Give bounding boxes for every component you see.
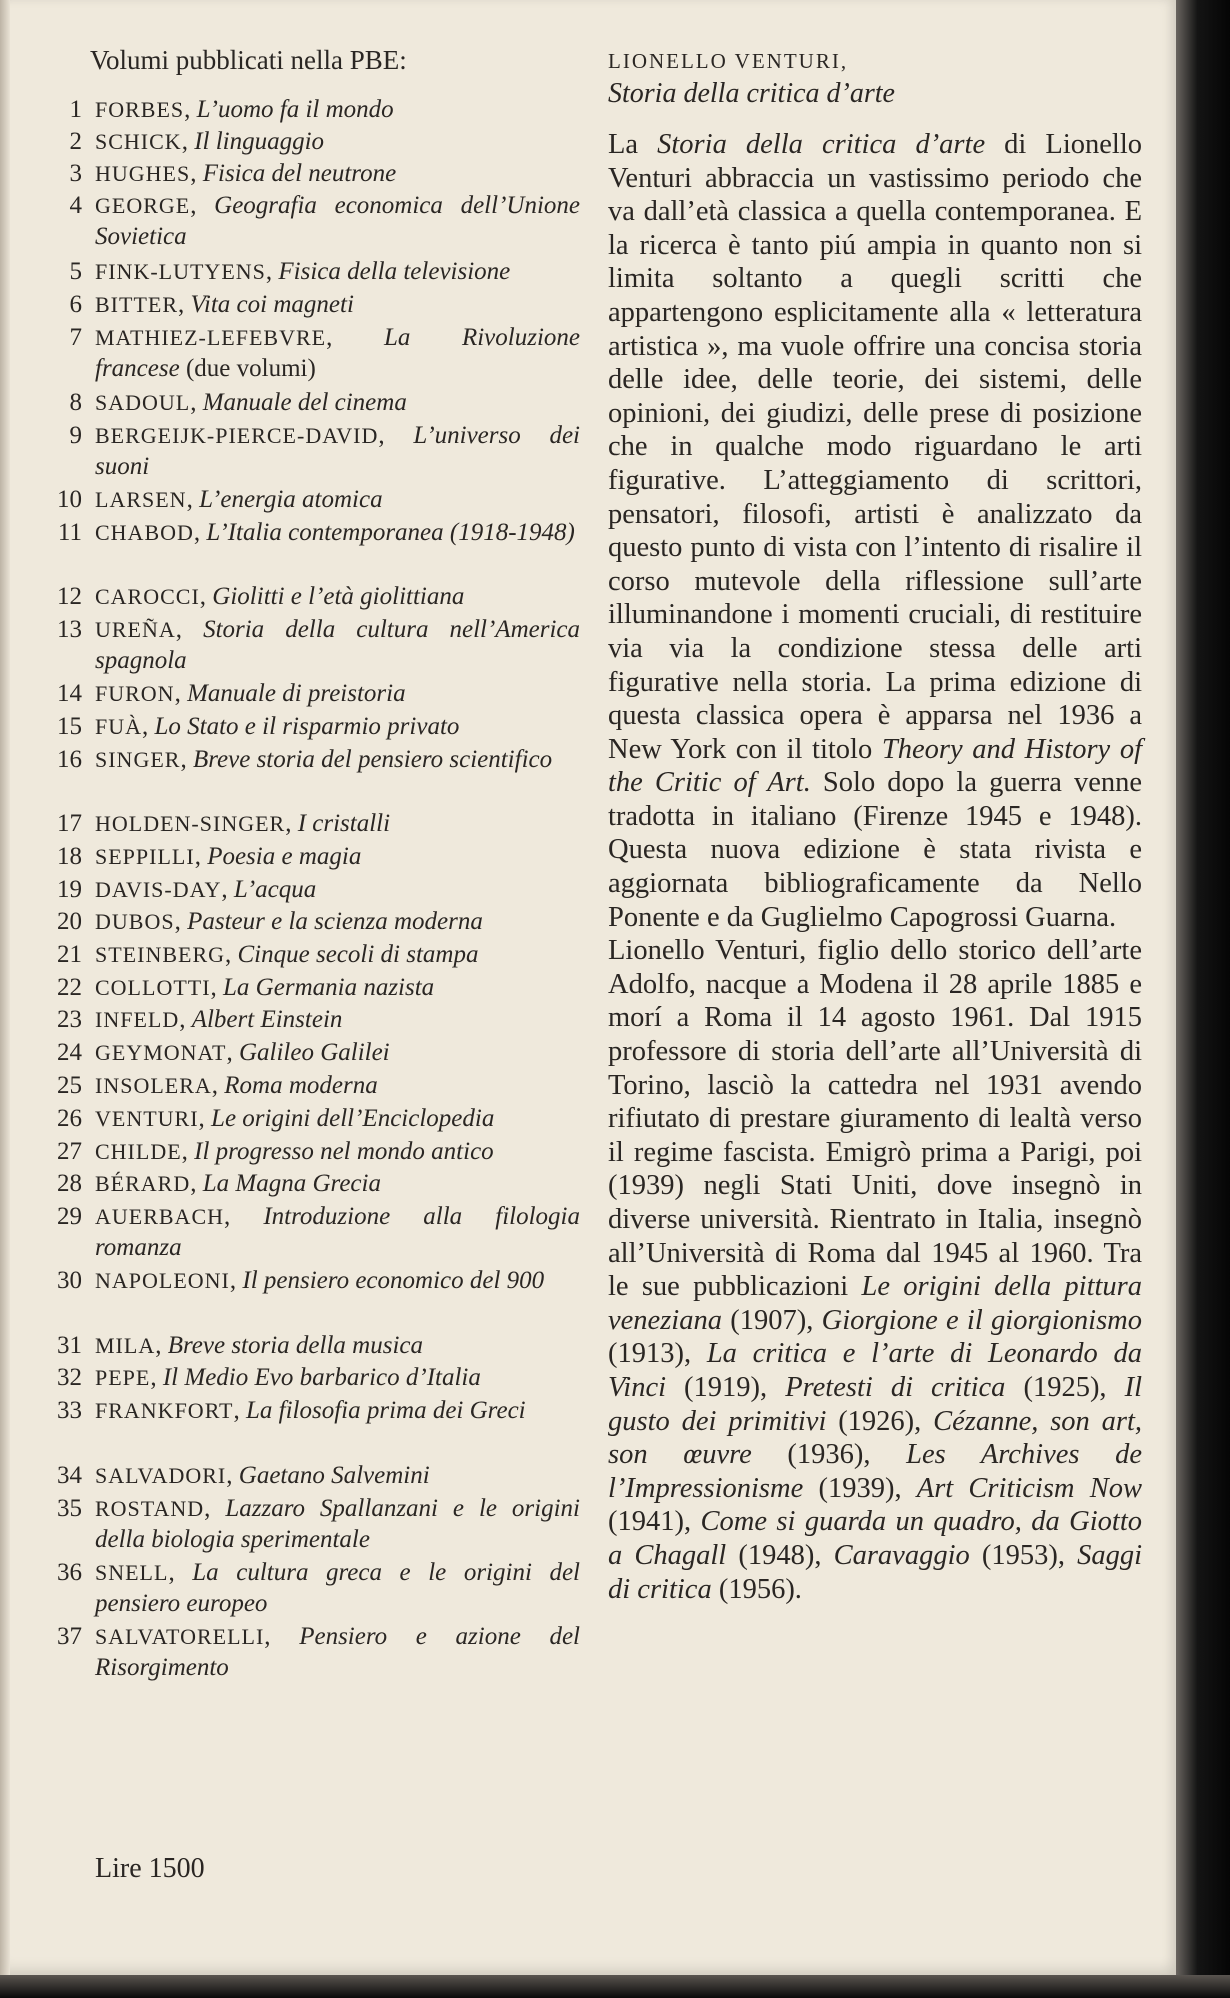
entry-title: Albert Einstein	[191, 1006, 343, 1033]
text-run: (1941),	[608, 1506, 701, 1538]
entry-separator: ,	[181, 1138, 195, 1165]
entry-author: HOLDEN-SINGER	[95, 811, 286, 836]
entry-separator: ,	[229, 1267, 243, 1294]
entry-title: Breve storia del pensiero scientifico	[192, 746, 553, 773]
entry-separator: ,	[221, 876, 234, 903]
entry-number: 2	[69, 128, 82, 155]
entry-number: 12	[57, 583, 82, 610]
italic-title: Les Archives de l’Impressionisme	[608, 1439, 1142, 1504]
entry-title: Manuale del cinema	[202, 389, 407, 416]
entry-separator: ,	[180, 746, 193, 773]
entry-number: 31	[57, 1332, 82, 1359]
entry-text	[95, 939, 580, 970]
entry-separator: ,	[168, 1559, 193, 1586]
entry-title: Il pensiero economico del 900	[242, 1267, 545, 1294]
text-run: (1907),	[721, 1304, 822, 1336]
scan-border-bottom	[0, 1975, 1230, 1998]
entry-separator: ,	[150, 1364, 163, 1391]
entry-number: 21	[57, 941, 82, 968]
entry-separator: ,	[181, 128, 195, 155]
entry-number: 22	[57, 974, 82, 1001]
entry-separator: ,	[265, 258, 279, 285]
entry-text	[95, 614, 580, 676]
entry-separator: ,	[225, 941, 238, 968]
entry-number: 28	[57, 1170, 82, 1197]
entry-text	[95, 841, 580, 872]
entry-text	[95, 711, 580, 742]
entry-number: 7	[69, 324, 82, 351]
entry-number: 14	[57, 680, 82, 707]
text-run: Lionello Venturi, figlio dello storico dell’arte Adolfo, nacque a Modena il 28 aprile 1885 e morí a Roma il 14 agosto 1961. Dal 1915 professore di storia dell’arte all’Università di Torino, lasciò la cattedra nel 1931 avendo rifiutato di prestare giuramento di lealtà verso il regime fascista. Emigrò prima a Parigi, poi (1939) negli Stati Uniti, dove insegnò in diverse università. Rientrato in Italia, insegnò all’Università di Roma dal 1945 al 1960. Tra le sue pubblicazioni	[608, 935, 1142, 1303]
entry-author: SNELL	[95, 1560, 169, 1585]
entry-number: 27	[57, 1138, 82, 1165]
entry-title: L’acqua	[233, 876, 317, 903]
entry-author: NAPOLEONI	[95, 1268, 230, 1293]
entry-separator: ,	[178, 291, 191, 318]
text-run: (1913),	[608, 1338, 707, 1370]
text-run: (1919),	[666, 1371, 786, 1403]
entry-separator: ,	[285, 810, 298, 837]
entry-title: Storia della cultura nell’America spagnola	[95, 616, 580, 674]
entry-separator: ,	[233, 1397, 246, 1424]
text-run: Solo dopo la guerra venne tradotta in italiano (Firenze 1945 e 1948). Questa nuova edizione è stata rivista e aggiornata bibliograficamente da Nello Ponente e da Guglielmo Capogrossi Guarna.	[608, 767, 1142, 933]
entry-author: SADOUL	[95, 390, 191, 415]
italic-title: Saggi di critica	[608, 1539, 1142, 1605]
entry-text	[95, 1621, 580, 1683]
entry-note: (due volumi)	[179, 355, 316, 382]
entry-title: Il linguaggio	[194, 128, 325, 155]
italic-title: Il gusto dei primitivi	[608, 1371, 1143, 1437]
entry-title: L’Italia contemporanea (1918-1948)	[206, 519, 575, 546]
text-run: (1926),	[826, 1405, 934, 1437]
entry-number: 17	[57, 810, 82, 837]
entry-separator: ,	[155, 1332, 168, 1359]
entry-number: 29	[57, 1203, 82, 1230]
entry-text	[95, 1136, 580, 1167]
entry-text	[95, 1103, 580, 1134]
entry-author: STEINBERG	[95, 942, 225, 967]
entry-number: 19	[57, 876, 82, 903]
entry-text	[95, 1460, 580, 1491]
entry-author: HUGHES	[95, 161, 191, 186]
book-description	[608, 128, 1142, 1606]
entry-number: 25	[57, 1072, 82, 1099]
entry-number: 24	[57, 1039, 82, 1066]
entry-separator: ,	[174, 680, 188, 707]
entry-title: La filosofia prima dei Greci	[246, 1397, 526, 1424]
entry-title: Poesia e magia	[207, 843, 362, 870]
entry-author: SALVATORELLI	[95, 1624, 265, 1649]
entry-text	[95, 906, 580, 937]
entry-author: COLLOTTI	[95, 975, 211, 1000]
entry-author: SINGER	[95, 747, 181, 772]
book-title: Storia della critica d’arte	[608, 78, 895, 109]
entry-text	[95, 289, 580, 320]
entry-text	[95, 1493, 580, 1555]
entry-author: VENTURI	[95, 1106, 199, 1131]
entry-number: 30	[57, 1267, 82, 1294]
entry-title: Galileo Galilei	[238, 1039, 390, 1066]
series-heading: Volumi pubblicati nella PBE:	[90, 45, 407, 75]
entry-text	[95, 678, 580, 709]
entry-separator: ,	[190, 160, 203, 187]
entry-separator: ,	[194, 843, 208, 870]
entry-separator: ,	[226, 1039, 239, 1066]
entry-text	[95, 1168, 580, 1199]
entry-separator: ,	[179, 1006, 192, 1033]
entry-author: AUERBACH	[95, 1204, 225, 1229]
entry-title: La Germania nazista	[223, 974, 435, 1001]
entry-number: 3	[69, 160, 82, 187]
entry-text	[95, 517, 580, 548]
entry-text	[95, 1395, 580, 1426]
entry-author: MATHIEZ-LEFEBVRE	[95, 325, 327, 350]
entry-separator: ,	[198, 1105, 212, 1132]
entry-author: FINK-LUTYENS	[95, 259, 266, 284]
entry-number: 5	[69, 258, 82, 285]
entry-number: 33	[57, 1397, 82, 1424]
entry-separator: ,	[186, 486, 200, 513]
entry-number: 10	[57, 486, 82, 513]
entry-text	[95, 420, 580, 482]
entry-number: 15	[57, 713, 82, 740]
italic-title: Theory and History of the Critic of Art.	[608, 733, 1142, 799]
italic-title: Storia della critica d’arte	[657, 129, 986, 160]
entry-title: La Rivoluzione francese	[95, 324, 580, 382]
entry-separator: ,	[184, 96, 197, 123]
entry-separator: ,	[226, 1462, 239, 1489]
entry-number: 8	[69, 389, 82, 416]
entry-author: CHILDE	[95, 1139, 182, 1164]
entry-title: Le origini dell’Enciclopedia	[211, 1105, 495, 1132]
entry-number: 23	[57, 1006, 82, 1033]
biography-paragraph	[608, 934, 1142, 1606]
entry-text	[95, 874, 580, 905]
entry-author: MILA	[95, 1333, 156, 1358]
entry-author: LARSEN	[95, 487, 187, 512]
entry-title: Il Medio Evo barbarico d’Italia	[162, 1364, 481, 1391]
entry-number: 36	[57, 1559, 82, 1586]
entry-title: Cinque secoli di stampa	[237, 941, 479, 968]
entry-author: GEORGE	[95, 193, 191, 218]
entry-author: DUBOS	[95, 909, 175, 934]
entry-author: GEYMONAT	[95, 1040, 227, 1065]
entry-title: I cristalli	[297, 810, 391, 837]
entry-number: 9	[69, 422, 82, 449]
text-run: La	[608, 129, 658, 160]
entry-separator: ,	[142, 713, 155, 740]
entry-text	[95, 744, 580, 775]
entry-author: FUÀ	[95, 714, 143, 739]
entry-text	[95, 1004, 580, 1035]
entry-separator: ,	[190, 389, 203, 416]
entry-separator: ,	[378, 422, 414, 449]
entry-author: BITTER	[95, 292, 178, 317]
entry-title: L’universo dei suoni	[95, 422, 580, 480]
entry-author: FURON	[95, 681, 175, 706]
entry-number: 6	[69, 291, 82, 318]
entry-text	[95, 484, 580, 515]
entry-number: 32	[57, 1364, 82, 1391]
entry-separator: ,	[175, 616, 204, 643]
entry-separator: ,	[174, 908, 188, 935]
entry-title: Roma moderna	[224, 1072, 378, 1099]
text-run: (1925),	[1005, 1371, 1125, 1403]
entry-number: 26	[57, 1105, 82, 1132]
entry-number: 13	[57, 616, 82, 643]
entry-title: Il progresso nel mondo antico	[194, 1138, 494, 1165]
entry-title: Giolitti e l’età giolittiana	[212, 583, 465, 610]
entry-title: La cultura greca e le origini del pensiero europeo	[95, 1559, 580, 1617]
italic-title: La critica e l’arte di Leonardo da Vinci	[608, 1338, 1143, 1403]
entry-author: DAVIS-DAY	[95, 877, 222, 902]
entry-separator: ,	[210, 974, 224, 1001]
text-run: di Lionello Venturi abbraccia un vastissimo periodo che va dall’età classica a quella contemporanea. E la ricerca è tanto piú ampia in quanto non si limita soltanto a quegli scritti che appartengono esplicitamente alla « letteratura artistica », ma vuole offrire una concisa storia delle idee, delle teorie, dei sistemi, delle opinioni, dei giudizi, delle prese di posizione che in qualche modo riguardano le arti figurative. L’atteggiamento di scrittori, pensatori, filosofi, artisti è analizzato da questo punto di vista con l’intento di risalire il corso mutevole della riflessione sull’arte illuminandone i momenti cruciali, di restituire via via la condizione stessa delle arti figurative nella storia. La prima edizione di questa classica opera è apparsa nel 1936 a New York con il titolo	[608, 129, 1142, 765]
text-run: (1956).	[711, 1573, 802, 1605]
entry-separator: ,	[199, 583, 213, 610]
italic-title: Cézanne, son art, son œuvre	[608, 1405, 1143, 1471]
entry-text	[95, 190, 580, 252]
italic-title: Art Criticism Now	[916, 1472, 1142, 1504]
entry-text	[95, 94, 580, 125]
entry-text	[95, 972, 580, 1003]
entry-title: Geografia economica dell’Unione Sovietica	[95, 192, 580, 250]
entry-separator: ,	[190, 192, 215, 219]
text-run: (1948),	[726, 1539, 834, 1571]
entry-title: La Magna Grecia	[202, 1170, 381, 1197]
scan-border-right	[1176, 0, 1230, 1998]
entry-text	[95, 256, 580, 287]
entry-author: BÉRARD	[95, 1171, 191, 1196]
entry-author: PEPE	[95, 1365, 151, 1390]
entry-separator: ,	[190, 1170, 203, 1197]
entry-number: 11	[57, 519, 82, 546]
entry-number: 1	[69, 96, 82, 123]
entry-author: FORBES	[95, 97, 185, 122]
entry-author: FRANKFORT	[95, 1398, 234, 1423]
entry-title: L’energia atomica	[199, 486, 383, 513]
entry-text	[95, 126, 580, 157]
entry-title: Breve storia della musica	[167, 1332, 423, 1359]
entry-text	[95, 808, 580, 839]
entry-title: Pensiero e azione del Risorgimento	[95, 1623, 580, 1681]
entry-number: 18	[57, 843, 82, 870]
entry-text	[95, 1362, 580, 1393]
entry-title: Gaetano Salvemini	[238, 1462, 430, 1489]
entry-text	[95, 1201, 580, 1263]
entry-separator: ,	[224, 1203, 264, 1230]
entry-text	[95, 322, 580, 384]
entry-author: CHABOD	[95, 520, 194, 545]
entry-author: SCHICK	[95, 129, 182, 154]
entry-title: Lazzaro Spallanzani e le origini della biologia sperimentale	[95, 1495, 580, 1553]
entry-author: UREÑA	[95, 617, 176, 642]
entry-author: CAROCCI	[95, 584, 200, 609]
price-label: Lire 1500	[95, 1853, 205, 1884]
entry-number: 34	[57, 1462, 82, 1489]
entry-separator: ,	[326, 324, 384, 351]
entry-separator: ,	[204, 1495, 226, 1522]
text-run: (1936),	[751, 1439, 907, 1471]
entry-text	[95, 1265, 580, 1296]
entry-title: Lo Stato e il risparmio privato	[154, 713, 460, 740]
entry-text	[95, 1070, 580, 1101]
entry-separator: ,	[193, 519, 207, 546]
entry-author: SEPPILLI	[95, 844, 195, 869]
entry-text	[95, 158, 580, 189]
italic-title: Giorgione e il giorgionismo	[821, 1304, 1142, 1336]
page-edge	[0, 0, 10, 1975]
entry-title: L’uomo fa il mondo	[196, 96, 394, 123]
italic-title: Caravaggio	[833, 1539, 970, 1571]
entry-title: Fisica della televisione	[278, 258, 511, 285]
entry-author: INSOLERA	[95, 1073, 212, 1098]
entry-author: BERGEIJK-PIERCE-DAVID	[95, 423, 379, 448]
text-run: (1953),	[969, 1539, 1078, 1571]
entry-title: Vita coi magneti	[190, 291, 354, 318]
entry-number: 37	[57, 1623, 82, 1650]
book-author: LIONELLO VENTURI,	[608, 49, 849, 73]
entry-title: Introduzione alla filologia romanza	[95, 1203, 581, 1261]
entry-title: Manuale di preistoria	[187, 680, 406, 707]
entry-title: Fisica del neutrone	[202, 160, 397, 187]
italic-title: Pretesti di critica	[785, 1371, 1006, 1403]
entry-author: ROSTAND	[95, 1496, 205, 1521]
entry-text	[95, 581, 580, 612]
text-run: (1939),	[803, 1472, 917, 1504]
entry-text	[95, 1330, 580, 1361]
entry-text	[95, 1557, 580, 1619]
entry-number: 35	[57, 1495, 82, 1522]
entry-author: INFELD	[95, 1007, 180, 1032]
entry-title: Pasteur e la scienza moderna	[187, 908, 483, 935]
italic-title: Come si guarda un quadro, da Giotto a Chagall	[608, 1506, 1142, 1571]
entry-number: 16	[57, 746, 82, 773]
italic-title: Le origini della pittura veneziana	[608, 1271, 1142, 1336]
entry-number: 4	[69, 192, 82, 219]
entry-text	[95, 1037, 580, 1068]
entry-separator: ,	[211, 1072, 225, 1099]
entry-text	[95, 387, 580, 418]
entry-separator: ,	[264, 1623, 300, 1650]
entry-number: 20	[57, 908, 82, 935]
description-paragraph	[608, 128, 1142, 934]
entry-author: SALVADORI	[95, 1463, 227, 1488]
